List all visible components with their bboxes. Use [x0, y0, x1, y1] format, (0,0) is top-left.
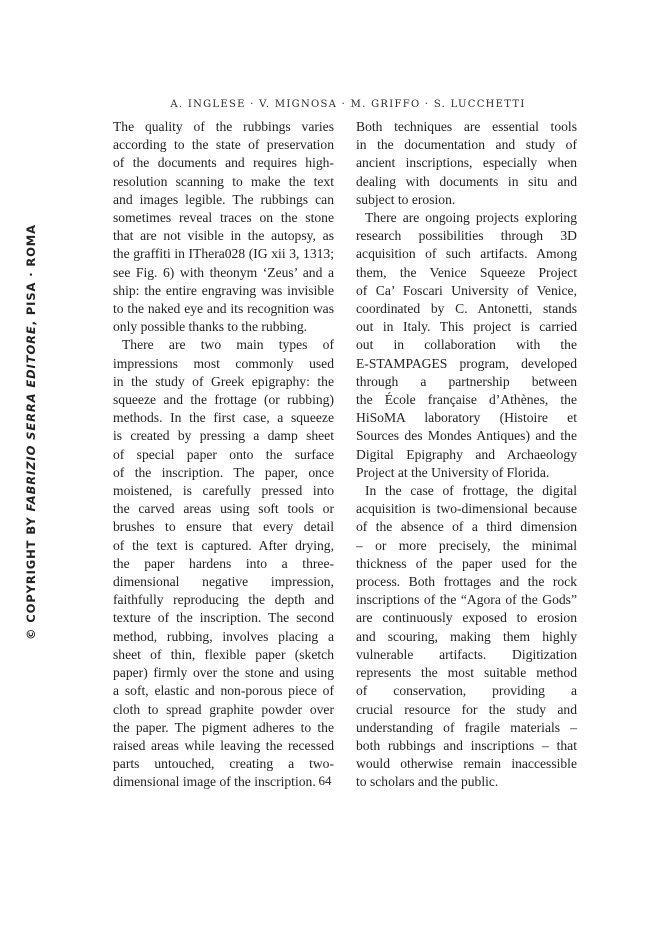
text-line: of conservation, providing a [356, 683, 577, 699]
text-line: process. Both frottages and the rock [356, 574, 577, 590]
text-line: represents the most suitable method [356, 665, 577, 681]
text-line: see Fig. 6) with theonym ‘Zeus’ and a [113, 264, 334, 280]
text-line: of special paper onto the surface [113, 446, 334, 462]
text-line: in the documentation and study of [356, 137, 577, 153]
running-head: A. INGLESE · V. MIGNOSA · M. GRIFFO · S. LUCCHETTI [170, 99, 526, 110]
publisher-name: FABRIZIO SERRA EDITORE [24, 325, 38, 512]
text-line: sheet of thin, flexible paper (sketch [113, 646, 334, 662]
text-line: Digital Epigraphy and Archaeology [356, 446, 577, 462]
text-line: brushes to ensure that every detail [113, 519, 334, 535]
text-line: the carved areas using soft tools or [113, 501, 334, 517]
text-line: both rubbings and inscriptions – that [356, 737, 577, 753]
text-line: would otherwise remain inaccessible [356, 756, 577, 772]
text-line: are continuously exposed to erosion [356, 610, 577, 626]
text-line: them, the Venice Squeeze Project [356, 264, 577, 280]
text-line: only possible thanks to the rubbing. [113, 319, 308, 335]
text-line: coordinated by C. Antonetti, stands [356, 301, 577, 317]
text-line: impressions most commonly used [113, 355, 334, 371]
text-line: ship: the entire engraving was invisible [113, 282, 334, 298]
text-line: moistened, is carefully pressed into [113, 483, 334, 499]
text-line: understanding of fragile materials – [356, 719, 577, 735]
text-line: parts untouched, creating a two- [113, 756, 334, 772]
text-line: thickness of the paper used for the [356, 555, 577, 571]
text-line: The quality of the rubbings varies [113, 119, 334, 134]
text-line: through a partnership between [356, 373, 577, 389]
text-line: inscriptions of the “Agora of the Gods” [356, 592, 577, 608]
text-line: HiSoMA laboratory (Histoire et [356, 410, 577, 426]
text-line: method, rubbing, involves placing a [113, 628, 334, 644]
text-line: faithfully reproducing the depth and [113, 592, 334, 608]
text-line: out in collaboration with the [356, 337, 577, 353]
text-line: that are not visible in the autopsy, as [113, 228, 334, 244]
text-line: dimensional image of the inscription. [113, 774, 316, 790]
text-line: of the documents and requires high- [113, 155, 334, 171]
text-line: cloth to spread graphite powder over [113, 701, 334, 717]
text-line: ancient inscriptions, especially when [356, 155, 577, 171]
text-line: vulnerable artifacts. Digitization [356, 646, 577, 662]
text-line: of the text is captured. After drying, [113, 537, 334, 553]
text-line: dimensional negative impression, [113, 574, 334, 590]
text-line: crucial resource for the study and [356, 701, 577, 717]
right-column [356, 118, 577, 792]
text-line: according to the state of preservation [113, 137, 334, 153]
text-line: paper) firmly over the stone and using [113, 665, 334, 681]
text-line: raised areas while leaving the recessed [113, 737, 334, 753]
text-line: subject to erosion. [356, 191, 456, 207]
text-line: and scouring, making them highly [356, 628, 577, 644]
text-line: acquisition is two-dimensional because [356, 501, 577, 517]
text-line: acquisition of such artifacts. Among [356, 246, 577, 262]
text-line: methods. In the first case, a squeeze [113, 410, 334, 426]
text-line: There are two main types of [122, 337, 334, 353]
text-line: research possibilities through 3D [356, 228, 577, 244]
text-line: – or more precisely, the minimal [356, 537, 577, 553]
copyright-credit [24, 224, 38, 640]
text-line: and images legible. The rubbings can [113, 191, 334, 207]
text-line: is created by pressing a damp sheet [113, 428, 334, 444]
text-line: a soft, elastic and non-porous piece of [113, 683, 334, 699]
text-line: Project at the University of Florida. [356, 464, 550, 480]
page-number: 64 [318, 773, 332, 788]
text-line: texture of the inscription. The second [113, 610, 334, 626]
copyright-suffix: , PISA · ROMA [24, 224, 38, 326]
left-column [113, 118, 334, 792]
text-line: to the naked eye and its recognition was [113, 301, 334, 317]
text-line: dealing with documents in situ and [356, 173, 577, 189]
text-line: Both techniques are essential tools [356, 119, 577, 134]
text-line: the École française d’Athènes, the [356, 392, 577, 408]
text-line: to scholars and the public. [356, 774, 499, 790]
text-line: E-STAMPAGES program, developed [356, 355, 577, 371]
text-line: sometimes reveal traces on the stone [113, 210, 334, 226]
text-line: There are ongoing projects exploring [365, 210, 577, 226]
text-line: of the inscription. The paper, once [113, 464, 334, 480]
text-line: of the absence of a third dimension [356, 519, 577, 535]
text-line: the graffiti in IThera028 (IG xii 3, 1313; [113, 246, 334, 262]
text-line: in the study of Greek epigraphy: the [113, 373, 334, 389]
text-line: Sources des Mondes Antiques) and the [356, 428, 577, 444]
text-line: squeeze and the frottage (or rubbing) [113, 392, 334, 408]
text-line: In the case of frottage, the digital [365, 483, 577, 499]
text-line: the paper hardens into a three- [113, 555, 334, 571]
text-line: resolution scanning to make the text [113, 173, 334, 189]
copyright-prefix: © COPYRIGHT BY [24, 511, 38, 640]
text-line: out in Italy. This project is carried [356, 319, 577, 335]
text-line: of Ca’ Foscari University of Venice, [356, 282, 577, 298]
text-line: the paper. The pigment adheres to the [113, 719, 334, 735]
